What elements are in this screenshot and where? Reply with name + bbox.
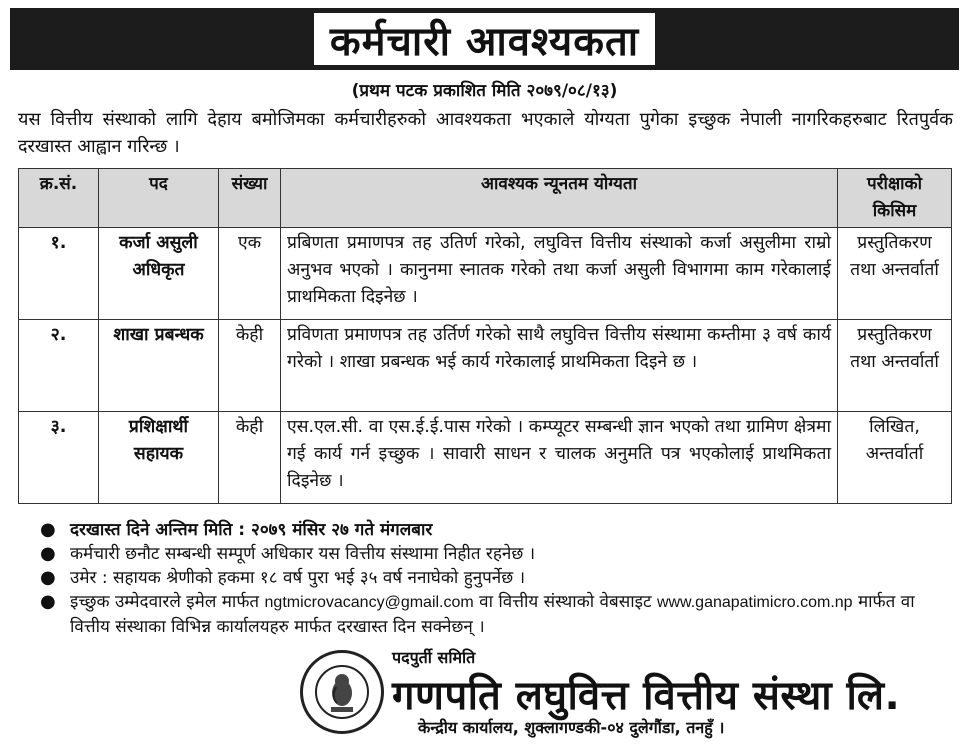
row-count: केही [219, 320, 281, 412]
row-post: शाखा प्रबन्धक [99, 320, 219, 412]
email-link[interactable]: ngtmicrovacancy@gmail.com [264, 594, 474, 611]
row-qualification: प्रबिणता प्रमाणपत्र तह उतिर्ण गरेको, लघुवित्त वित्तीय संस्थाको कर्जा असुलीमा राम्रो अनुभव भएको । कानुनमा स्नातक गरेको तथा कर्जा असुली विभागमा काम गरेकालाई प्राथमिकता दिइनेछ । [281, 228, 838, 320]
publication-date: (प्रथम पटक प्रकाशित मिति २०७९/०८/१३) [351, 81, 618, 101]
committee-label: पदपुर्ती समिति [392, 648, 476, 667]
table-header-row [19, 169, 952, 228]
row-qualification: प्रविणता प्रमाणपत्र तह उर्तिर्ण गरेको साथै लघुवित्त वित्तीय संस्थामा कम्तीमा ३ वर्ष कार्य गरेको । शाखा प्रबन्धक भई कार्य गरेकालाई प्राथमिकता दिइने छ । [281, 320, 838, 412]
header-post: पद [99, 169, 219, 228]
notice-title: कर्मचारी आवश्यकता [329, 18, 640, 65]
header-count: संख्या [219, 169, 281, 228]
row-count: एक [219, 228, 281, 320]
row-qualification: एस.एल.सी. वा एस.ई.ई.पास गरेको । कम्प्यूटर सम्बन्धी ज्ञान भएको तथा ग्रामिण क्षेत्रमा गई कार्य गर्न इच्छुक । सावारी साधन र चालक अनुमति पत्र भएकोलाई प्राथमिकता दिइनेछ । [281, 412, 838, 504]
authority-text: कर्मचारी छनौट सम्बन्धी सम्पूर्ण अधिकार यस वित्तीय संस्थामा निहीत रहनेछ । [70, 544, 536, 564]
notice-page [10, 8, 959, 736]
website-link[interactable]: www.ganapatimicro.com.np [656, 594, 853, 611]
office-address: केन्द्रीय कार्यालय, शुक्लागण्डकी-०४ दुलेगौंडा, तनहुँ । [418, 718, 725, 737]
note-authority [40, 542, 945, 566]
bullet-icon: ● [40, 591, 56, 612]
header-exam: परीक्षाको किसिम [838, 169, 952, 228]
table-row [19, 412, 952, 504]
footer-signature [300, 646, 950, 736]
note-deadline [40, 518, 945, 542]
note-apply [40, 590, 945, 639]
table-row [19, 320, 952, 412]
row-sn: २. [19, 320, 99, 412]
intro-paragraph: यस वित्तीय संस्थाको लागि देहाय बमोजिमका कर्मचारीहरुको आवश्यकता भएकाले योग्यता पुगेका इच्छुक नेपाली नागरिकहरुबाट रितपुर्वक दरखास्त आह्वान गरिन्छ । [18, 109, 953, 157]
age-text: उमेर : सहायक श्रेणीको हकमा १८ वर्ष पुरा भई ३५ वर्ष ननाघेको हुनुपर्नेछ । [70, 568, 526, 588]
organization-seal-icon [300, 650, 384, 734]
bullet-icon: ● [40, 519, 56, 540]
table-row [19, 228, 952, 320]
bullet-icon: ● [40, 543, 56, 564]
row-exam: प्रस्तुतिकरण तथा अन्तर्वार्ता [838, 320, 952, 412]
header-sn: क्र.सं. [19, 169, 99, 228]
row-sn: ३. [19, 412, 99, 504]
row-post: कर्जा असुली अधिकृत [99, 228, 219, 320]
apply-mid: वा वित्तीय संस्थाको वेबसाइट [479, 592, 652, 612]
row-exam: प्रस्तुतिकरण तथा अन्तर्वार्ता [838, 228, 952, 320]
apply-suffix: मार्फत वा वित्तीय संस्थाका विभिन्न कार्यालयहरु मार्फत दरखास्त दिन सक्नेछन् । [70, 592, 915, 637]
row-post: प्रशिक्षार्थी सहायक [99, 412, 219, 504]
row-count: केही [219, 412, 281, 504]
deadline-text: दरखास्त दिने अन्तिम मिति : २०७९ मंसिर २७ गते मंगलबार [70, 520, 433, 540]
header-qualification: आवश्यक न्यूनतम योग्यता [281, 169, 838, 228]
title-box [314, 13, 655, 65]
apply-prefix: इच्छुक उम्मेदवारले इमेल मार्फत [70, 592, 260, 612]
notes-list [40, 518, 945, 639]
bullet-icon: ● [40, 567, 56, 588]
note-age [40, 566, 945, 590]
row-sn: १. [19, 228, 99, 320]
title-bar [10, 8, 959, 70]
organization-name: गणपति लघुवित्त वित्तीय संस्था लि. [392, 673, 901, 719]
vacancy-table [18, 168, 952, 504]
row-exam: लिखित, अन्तर्वार्ता [838, 412, 952, 504]
